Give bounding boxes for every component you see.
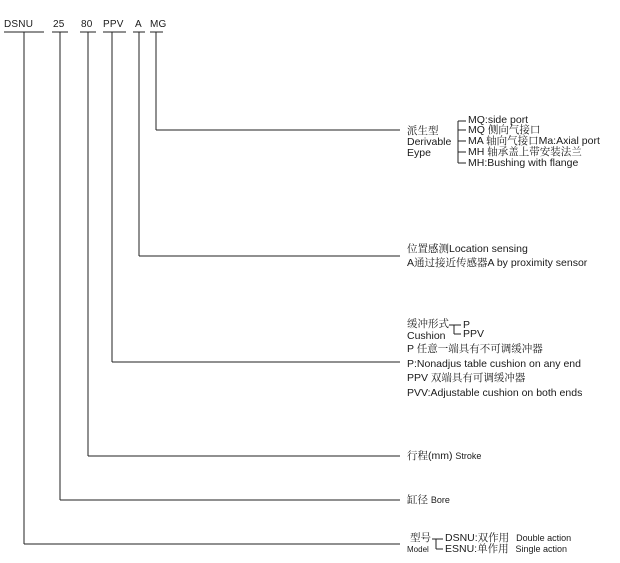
code-sensing: A: [135, 19, 142, 30]
derivable-label-cn: 派生型: [407, 125, 439, 137]
model-option-2: [445, 544, 567, 555]
bore-label-cn: 缸径: [407, 494, 428, 506]
stroke-label: [407, 451, 481, 462]
code-series: DSNU: [4, 19, 34, 30]
code-bore: 25: [53, 19, 65, 30]
cushion-desc: PPV 双端具有可调缓冲器: [407, 372, 526, 384]
derivable-label-en-1: Derivable: [407, 136, 452, 148]
model-option-1: [445, 533, 571, 544]
derivable-option: MH:Bushing with flange: [468, 157, 579, 169]
derivable-label-en-2: Eype: [407, 147, 431, 159]
model-option-1-en: Double action: [516, 533, 572, 543]
model-label-cn: 型号: [410, 532, 431, 544]
cushion-label-en: Cushion: [407, 330, 446, 342]
code-stroke: 80: [81, 19, 93, 30]
cushion-desc: P:Nonadjus table cushion on any end: [407, 358, 581, 370]
stroke-label-en: Stroke: [455, 451, 482, 461]
model-option-1-code: DSNU:双作用: [445, 532, 510, 544]
bore-label: [407, 495, 450, 506]
cushion-desc: PVV:Adjustable cushion on both ends: [407, 387, 583, 399]
cushion-label-cn: 缓冲形式: [407, 318, 449, 330]
stroke-label-cn: 行程(mm): [407, 450, 453, 462]
model-option-2-code: ESNU:单作用: [445, 543, 509, 555]
derivable-option: MQ:side port: [468, 114, 529, 126]
cushion-option-ppv: PPV: [463, 328, 485, 340]
cushion-desc: P 任意一端具有不可调缓冲器: [407, 343, 543, 355]
cushion-option-p: P: [463, 319, 471, 331]
derivable-option: MH 轴承盖上带安装法兰: [468, 146, 582, 158]
sensing-line-2: A通过接近传感器A by proximity sensor: [407, 257, 588, 269]
derivable-option: MQ 侧向气接口: [468, 124, 541, 136]
bore-label-en: Bore: [430, 495, 450, 505]
model-label-en: Model: [407, 545, 429, 554]
code-cushion: PPV: [103, 19, 124, 30]
code-derivable: MG: [150, 19, 167, 30]
derivable-option: MA 轴向气接口Ma:Axial port: [468, 135, 600, 147]
sensing-line-1: 位置感测Location sensing: [407, 243, 528, 255]
model-option-2-en: Single action: [515, 544, 568, 554]
